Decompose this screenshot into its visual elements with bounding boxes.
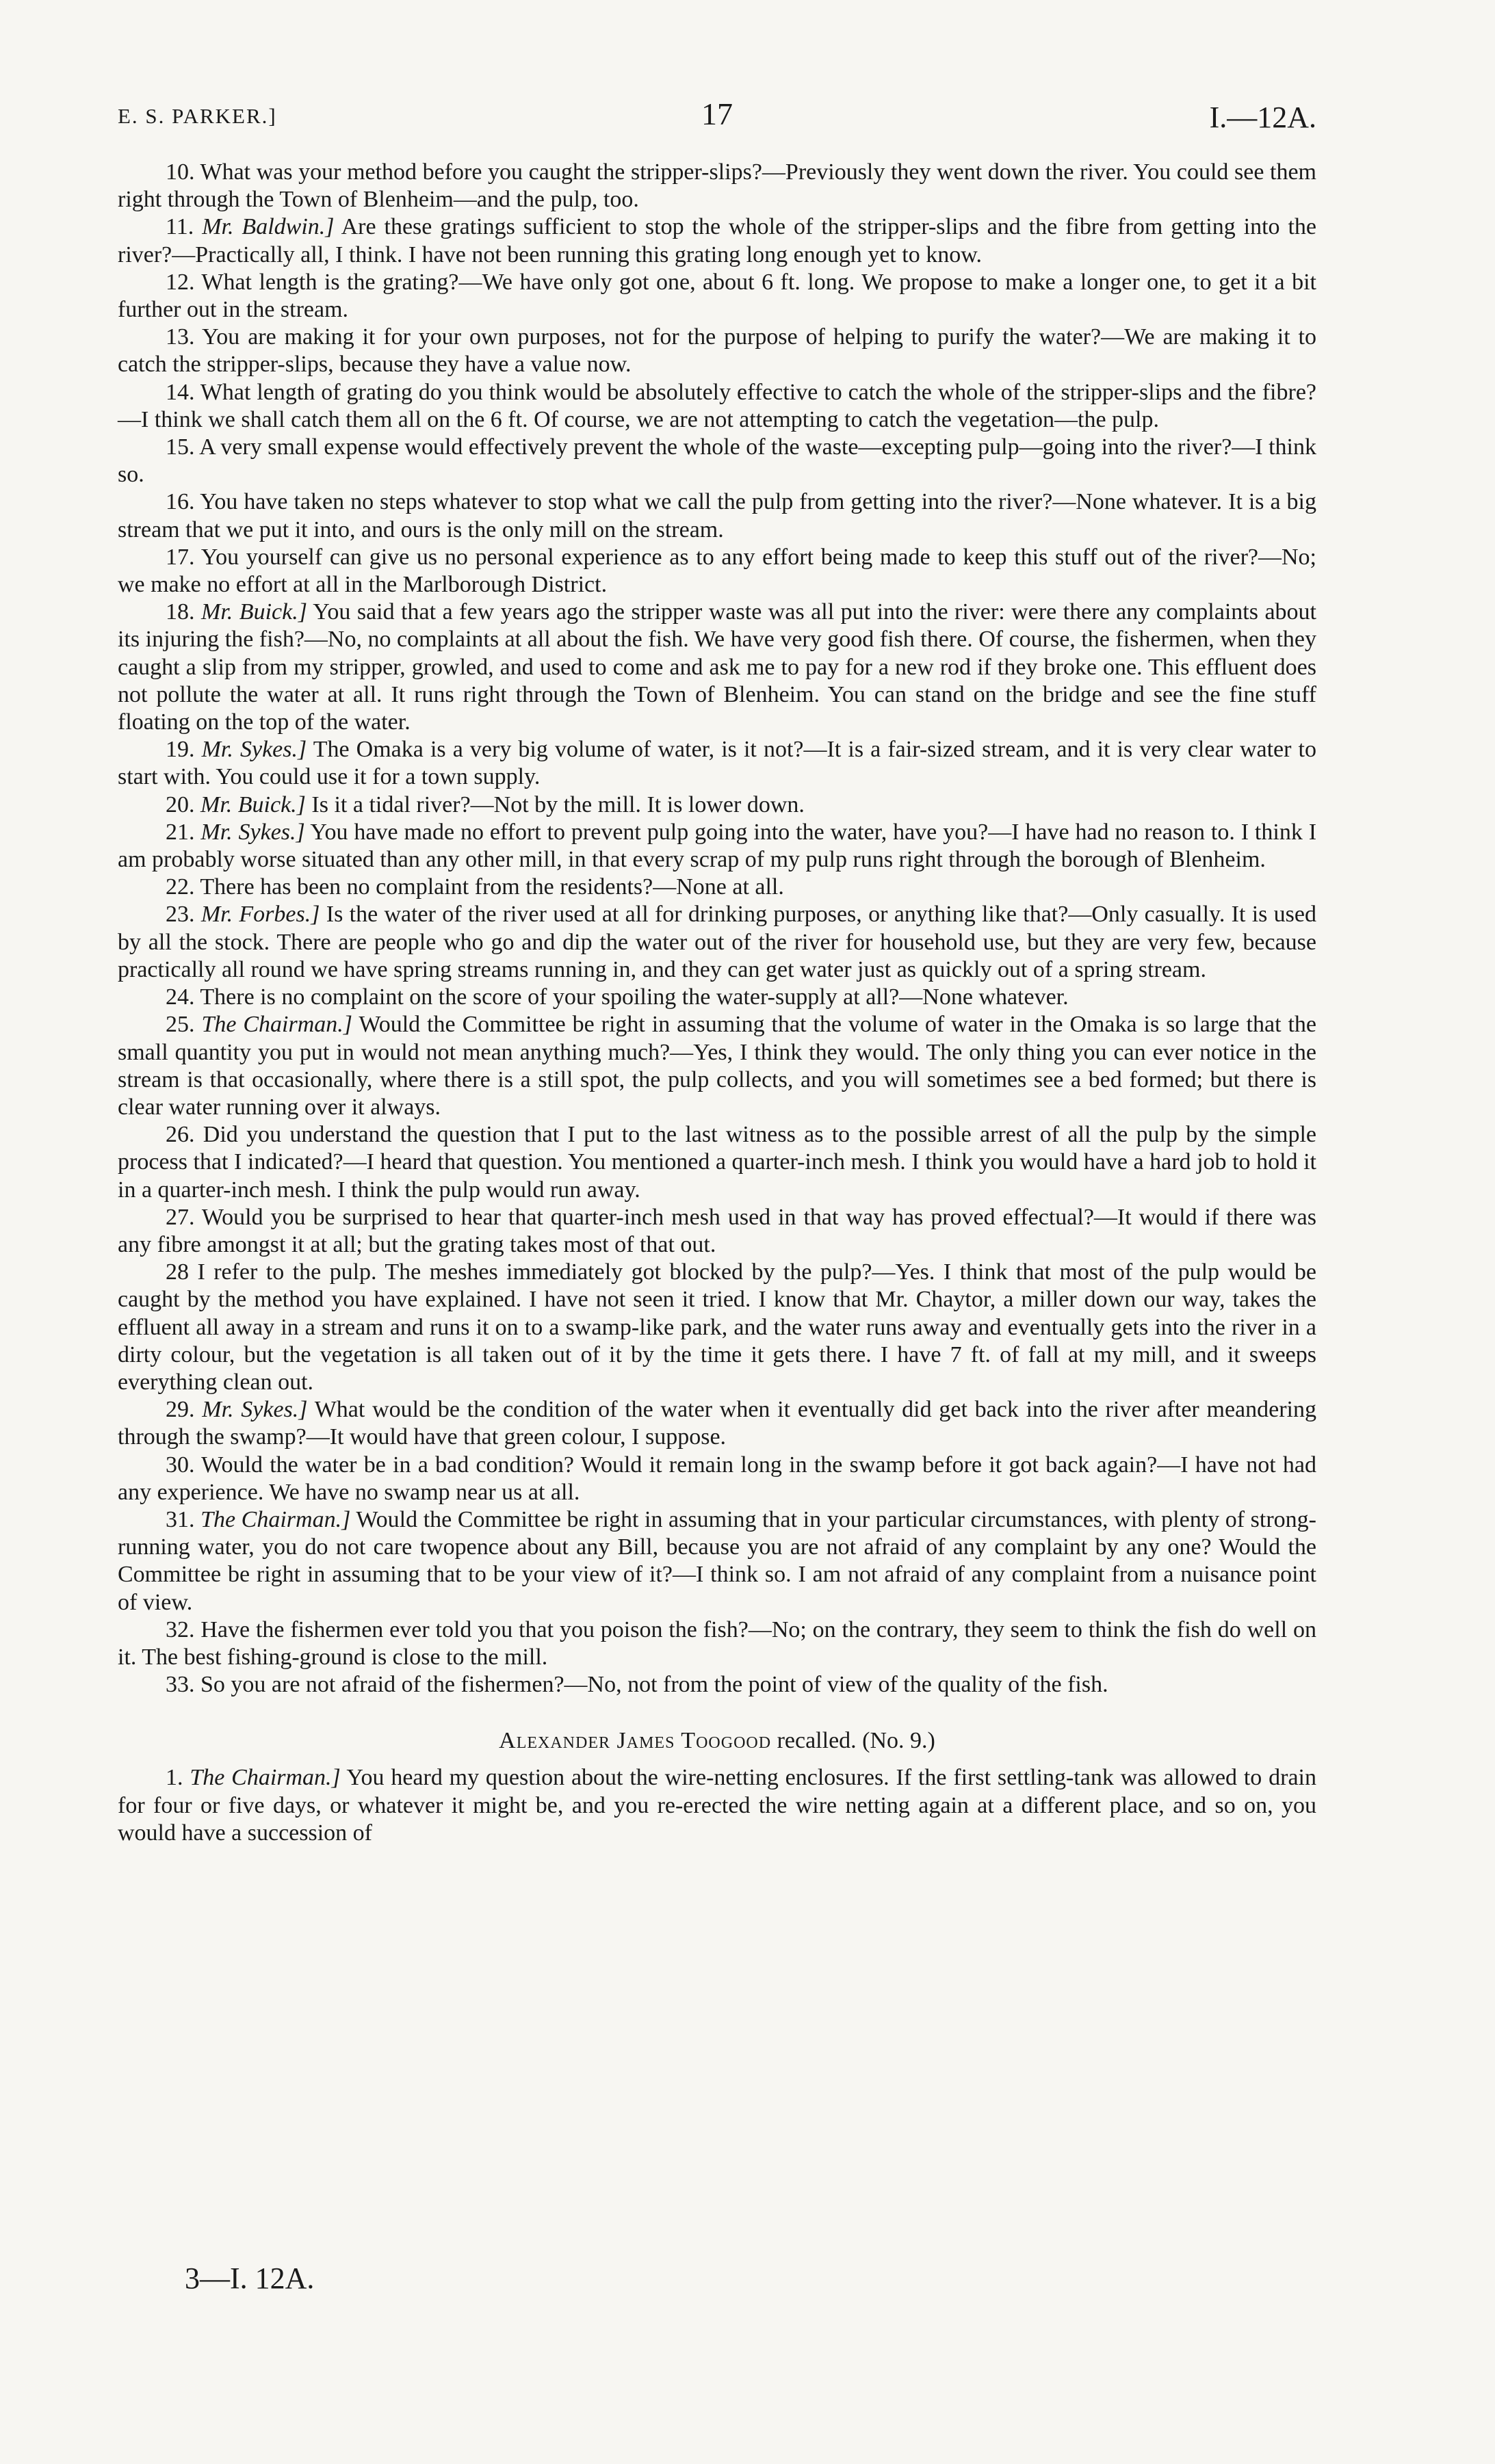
witness-name-header: E. S. PARKER.] [118,104,277,128]
testimony-paragraph [118,488,1316,543]
paragraph-number: 18. [166,599,195,625]
paragraph-text: Would the water be in a bad condition? Would it remain long in the swamp before it got back again?—I have not had any experience. We have no swamp near us at all. [118,1452,1316,1505]
paragraph-number: 10. [166,159,195,185]
speaker-name: The Chairman.] [200,1506,351,1532]
witness-heading-name: Alexander James Toogood [499,1728,772,1754]
paragraph-number: 23. [166,902,195,928]
paragraph-text: There has been no complaint from the residents?—None at all. [200,874,784,900]
testimony-paragraph [118,434,1316,488]
speaker-name: Mr. Buick.] [201,599,307,625]
testimony-paragraph [118,379,1316,434]
speaker-name: Mr. Forbes.] [200,902,320,928]
paragraph-text: Is the water of the river used at all for drinking purposes, or anything like that?—Only casually. It is used by all the stock. There are people who go and dip the water out of the river for household use, but they are very few, because practically all round we have spring streams running in, and they can get water just as quickly out of a spring stream. [118,902,1317,982]
testimony-paragraph [118,324,1316,378]
paragraph-text: Would the Committee be right in assuming that in your particular circumstances, with plenty of strong-running water, you do not care twopence about any Bill, because you are not afraid of any complaint by any one? Would the Committee be right in assuming that to be your view of it?—I think so. I am not afraid of any complaint from a nuisance point of view. [118,1506,1316,1615]
testimony-paragraph [118,544,1316,599]
paragraph-text: Is it a tidal river?—Not by the mill. It is lower down. [311,791,805,817]
testimony-paragraph [118,1506,1316,1616]
witness-heading [118,1727,1316,1755]
page-number: 17 [701,96,733,131]
paragraph-text: There is no complaint on the score of your spoiling the water-supply at all?—None whatever. [200,984,1069,1010]
paragraph-text: You yourself can give us no personal experience as to any effort being made to keep this stuff out of the river?—No; we make no effort at all in the Marlborough District. [118,544,1316,598]
testimony-paragraph [118,213,1316,268]
testimony-paragraph [118,159,1316,213]
paragraph-number: 30. [166,1452,195,1478]
testimony-paragraph [118,819,1316,874]
paragraph-number: 12. [166,269,195,295]
document-reference: I.—12A. [1209,101,1316,134]
testimony-paragraph [118,901,1316,984]
paragraph-number: 15. [166,434,195,460]
paragraph-text: Are these gratings sufficient to stop the whole of the stripper-slips and the fibre from getting into the river?—Practically all, I think. I have not been running this grating long enough yet to know. [118,214,1317,267]
paragraph-number: 11. [166,214,194,240]
speaker-name: Mr. Buick.] [200,791,306,817]
paragraph-number: 27. [166,1204,195,1230]
paragraph-text: What length of grating do you think would be absolutely effective to catch the whole of the stripper-slips and the fibre?—I think we shall catch them all on the 6 ft. Of course, we are not attempting to catch the vegetation—the pulp. [118,379,1316,432]
speaker-name: The Chairman.] [190,1765,341,1791]
testimony-paragraph [118,1259,1316,1396]
printer-signature: 3—I. 12A. [185,2262,315,2295]
paragraph-text: A very small expense would effectively prevent the whole of the waste—excepting pulp—going into the river?—I think so. [118,434,1316,488]
document-page [118,96,1316,1847]
paragraph-text: So you are not afraid of the fishermen?—No, not from the point of view of the quality of the fish. [200,1672,1108,1698]
speaker-name: Mr. Sykes.] [201,737,307,763]
paragraph-text: You have made no effort to prevent pulp going into the water, have you?—I have had no reason to. I think I am probably worse situated than any other mill, in that every scrap of my pulp runs right through the borough of Blenheim. [118,819,1317,873]
final-paragraph [118,1764,1316,1847]
paragraph-number: 32. [166,1616,195,1642]
paragraph-text: You heard my question about the wire-netting enclosures. If the first settling-tank was allowed to drain for four or five days, or whatever it might be, and you re-erected the wire netting again at a different place, and so on, you would have a succession of [118,1765,1316,1846]
paragraph-text: You said that a few years ago the stripper waste was all put into the river: were there any complaints about its injuring the fish?—No, no complaints at all about the fish. We have very good fish there. Of course, the fishermen, when they caught a slip from my stripper, growled, and used to come and ask me to pay for a new rod if they broke one. This effluent does not pollute the water at all. It runs right through the Town of Blenheim. You can stand on the bridge and see the fine stuff floating on the top of the water. [118,599,1317,735]
testimony-paragraph [118,1616,1316,1671]
paragraph-text: Would the Committee be right in assuming that the volume of water in the Omaka is so large that the small quantity you put in would not mean anything much?—Yes, I think they would. The only thing you can ever notice in the stream is that occasionally, where there is a still spot, the pulp collects, and you will sometimes see a bed formed; but there is clear water running over it always. [118,1012,1317,1120]
testimony-paragraph [118,599,1316,736]
witness-heading-suffix: recalled. (No. 9.) [777,1728,935,1754]
paragraph-number: 24. [166,984,195,1010]
paragraph-number: 28 [166,1259,189,1285]
speaker-name: Mr. Sykes.] [200,819,305,845]
testimony-paragraph [118,1204,1316,1259]
paragraph-number: 22. [166,874,195,900]
paragraph-number: 29. [166,1397,195,1423]
paragraph-text: Would you be surprised to hear that quarter-inch mesh used in that way has proved effectual?—It would if there was any fibre amongst it at all; but the grating takes most of that out. [118,1204,1316,1257]
testimony-body [118,159,1316,1699]
paragraph-text: The Omaka is a very big volume of water, is it not?—It is a fair-sized stream, and it is very clear water to start with. You could use it for a town supply. [118,737,1317,790]
paragraph-text: What was your method before you caught the stripper-slips?—Previously they went down the river. You could see them right through the Town of Blenheim—and the pulp, too. [118,159,1317,213]
testimony-paragraph [118,1121,1316,1204]
testimony-paragraph [118,269,1316,324]
paragraph-number: 16. [166,489,195,515]
testimony-paragraph [118,736,1316,791]
paragraph-number: 33. [166,1672,195,1698]
paragraph-number: 31. [166,1506,195,1532]
paragraph-number: 19. [166,737,195,763]
paragraph-number: 25. [166,1012,195,1038]
speaker-name: Mr. Baldwin.] [202,214,335,240]
paragraph-text: You are making it for your own purposes, not for the purpose of helping to purify the water?—We are making it to catch the stripper-slips, because they have a value now. [118,324,1316,378]
testimony-paragraph [118,984,1316,1011]
speaker-name: The Chairman.] [201,1012,353,1038]
testimony-paragraph [118,1011,1316,1121]
paragraph-number: 21. [166,819,195,845]
testimony-paragraph [118,1671,1316,1699]
paragraph-number: 17. [166,544,195,570]
testimony-paragraph [118,791,1316,819]
paragraph-text: Have the fishermen ever told you that you poison the fish?—No; on the contrary, they seem to think the fish do well on it. The best fishing-ground is close to the mill. [118,1616,1316,1670]
paragraph-number: 14. [166,379,195,405]
paragraph-number: 20. [166,791,195,817]
paragraph-text: Did you understand the question that I put to the last witness as to the possible arrest of all the pulp by the simple process that I indicated?—I heard that question. You mentioned a quarter-inch mesh. I think you would have a hard job to hold it in a quarter-inch mesh. I think the pulp would run away. [118,1122,1316,1203]
paragraph-number: 1. [166,1765,183,1791]
testimony-paragraph [118,1396,1316,1451]
paragraph-number: 13. [166,324,195,350]
paragraph-number: 26. [166,1122,195,1148]
testimony-paragraph [118,874,1316,901]
paragraph-text: What length is the grating?—We have only got one, about 6 ft. long. We propose to make a longer one, to get it a bit further out in the stream. [118,269,1317,323]
testimony-paragraph [118,1452,1316,1506]
speaker-name: Mr. Sykes.] [202,1397,308,1423]
paragraph-text: You have taken no steps whatever to stop what we call the pulp from getting into the river?—None whatever. It is a big stream that we put it into, and ours is the only mill on the stream. [118,489,1316,542]
paragraph-text: What would be the condition of the water when it eventually did get back into the river after meandering through the swamp?—It would have that green colour, I suppose. [118,1397,1317,1450]
page-header [118,96,1316,144]
paragraph-text: I refer to the pulp. The meshes immediately got blocked by the pulp?—Yes. I think that most of the pulp would be caught by the method you have explained. I have not seen it tried. I know that Mr. Chaytor, a miller down our way, takes the effluent all away in a stream and runs it on to a swamp-like park, and the water runs away and eventually gets into the river in a dirty colour, but the vegetation is all taken out of it by the time it gets there. I have 7 ft. of fall at my mill, and it sweeps everything clean out. [118,1259,1317,1395]
